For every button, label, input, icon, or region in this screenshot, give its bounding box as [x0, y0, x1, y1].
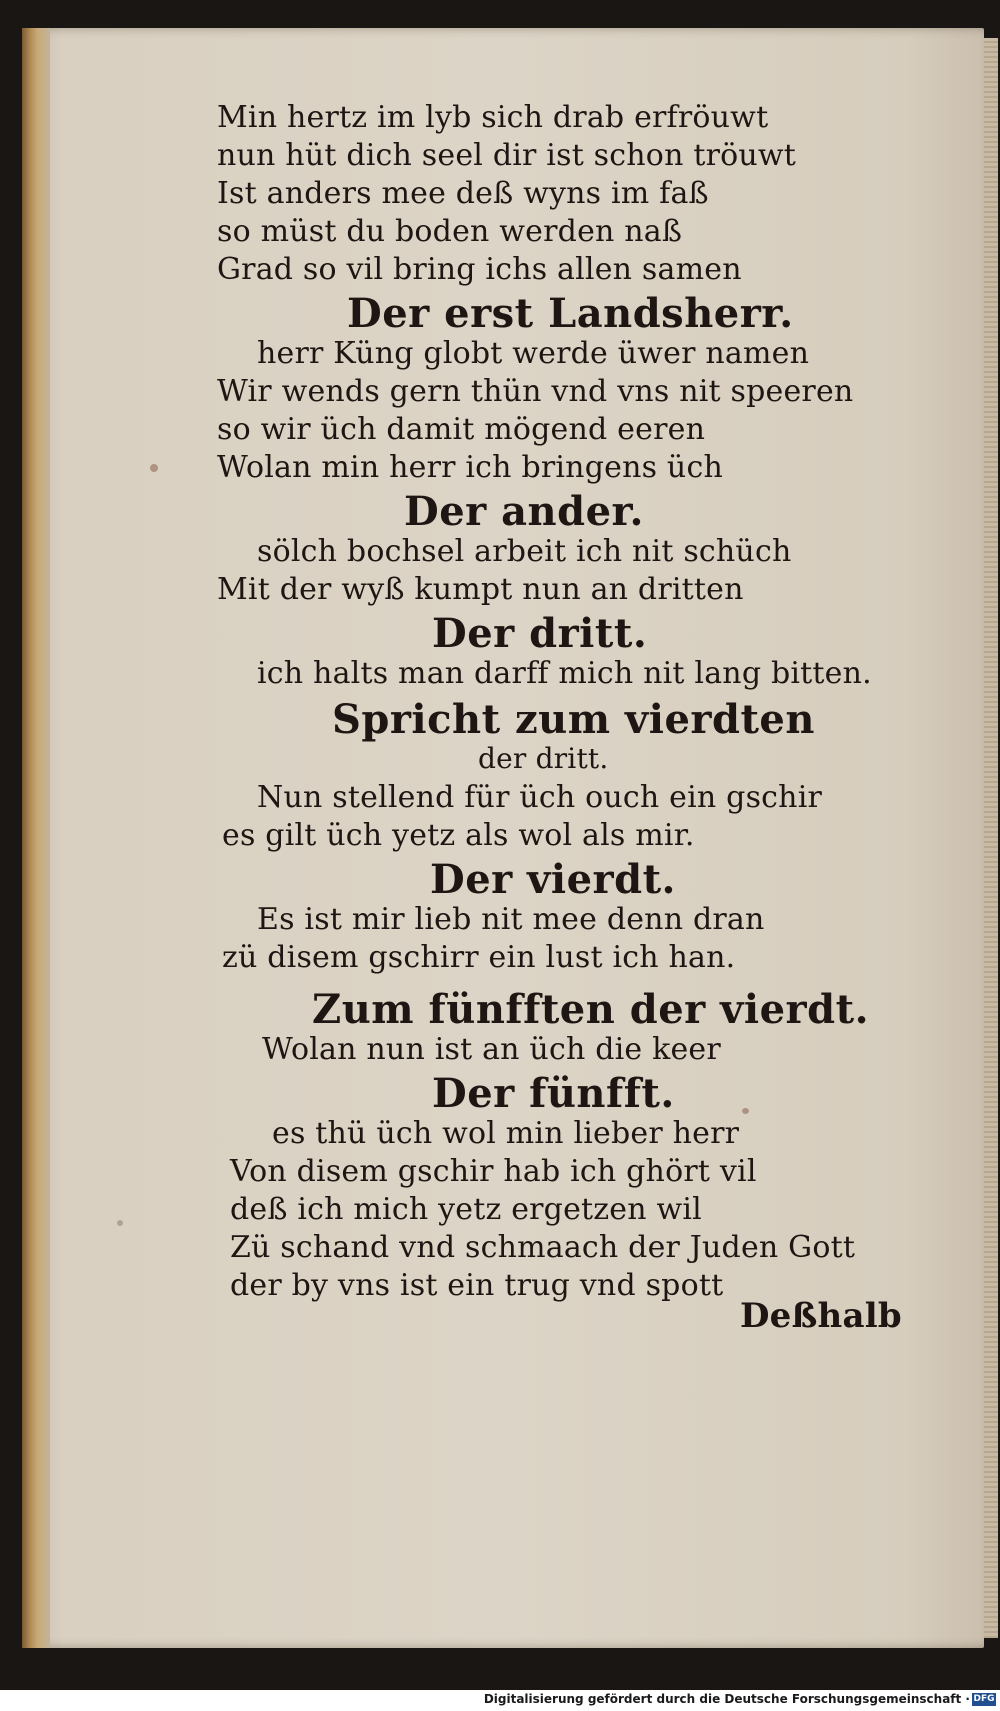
verse-line: es gilt üch yetz als wol als mir.	[222, 818, 695, 853]
verse-line: Wolan min herr ich bringens üch	[217, 450, 723, 485]
verse-line: Ist anders mee deß wyns im faß	[217, 176, 709, 211]
verse-line: der by vns ist ein trug vnd spott	[230, 1268, 724, 1303]
page-stain	[150, 464, 158, 472]
verse-line: Mit der wyß kumpt nun an dritten	[217, 572, 744, 607]
page-text	[22, 28, 984, 1648]
verse-line: Zü schand vnd schmaach der Juden Gott	[230, 1230, 856, 1265]
page-stain	[117, 1220, 123, 1226]
speaker-heading: Der dritt.	[432, 610, 648, 657]
verse-line: so müst du boden werden naß	[217, 214, 683, 249]
verse-line: Grad so vil bring ichs allen samen	[217, 252, 742, 287]
verse-line: deß ich mich yetz ergetzen wil	[230, 1192, 702, 1227]
verse-line: nun hüt dich seel dir ist schon tröuwt	[217, 138, 797, 173]
verse-line: herr Küng globt werde üwer namen	[257, 336, 810, 371]
verse-line: Wolan nun ist an üch die keer	[262, 1032, 721, 1067]
verse-line: sölch bochsel arbeit ich nit schüch	[257, 534, 792, 569]
verse-line: es thü üch wol min lieber herr	[272, 1116, 740, 1151]
verse-line: so wir üch damit mögend eeren	[217, 412, 706, 447]
speaker-heading: Spricht zum vierdten	[332, 696, 815, 743]
speaker-heading: Der fünfft.	[432, 1070, 675, 1117]
verse-line: Min hertz im lyb sich drab erfröuwt	[217, 100, 769, 135]
speaker-heading: Der ander.	[404, 488, 644, 535]
verse-line: Es ist mir lieb nit mee denn dran	[257, 902, 765, 937]
page-stain	[742, 1108, 749, 1114]
speaker-subheading: der dritt.	[478, 742, 609, 775]
funding-credit: Digitalisierung gefördert durch die Deutsche Forschungsgemeinschaft ·	[483, 1692, 970, 1706]
speaker-heading: Der erst Landsherr.	[347, 290, 794, 337]
verse-line: zü disem gschirr ein lust ich han.	[222, 940, 736, 975]
verse-line: ich halts man darff mich nit lang bitten.	[257, 656, 872, 691]
footer-bar	[0, 1690, 1000, 1711]
speaker-heading: Zum fünfften der vierdt.	[312, 986, 869, 1033]
verse-line: Nun stellend für üch ouch ein gschir	[257, 780, 823, 815]
catchword: Deßhalb	[740, 1296, 902, 1336]
verse-line: Von disem gschir hab ich ghört vil	[230, 1154, 757, 1189]
verse-line: Wir wends gern thün vnd vns nit speeren	[217, 374, 854, 409]
dfg-logo: DFG	[973, 1694, 995, 1704]
book-page	[22, 28, 984, 1648]
speaker-heading: Der vierdt.	[430, 856, 676, 903]
page-edges	[984, 38, 998, 1638]
